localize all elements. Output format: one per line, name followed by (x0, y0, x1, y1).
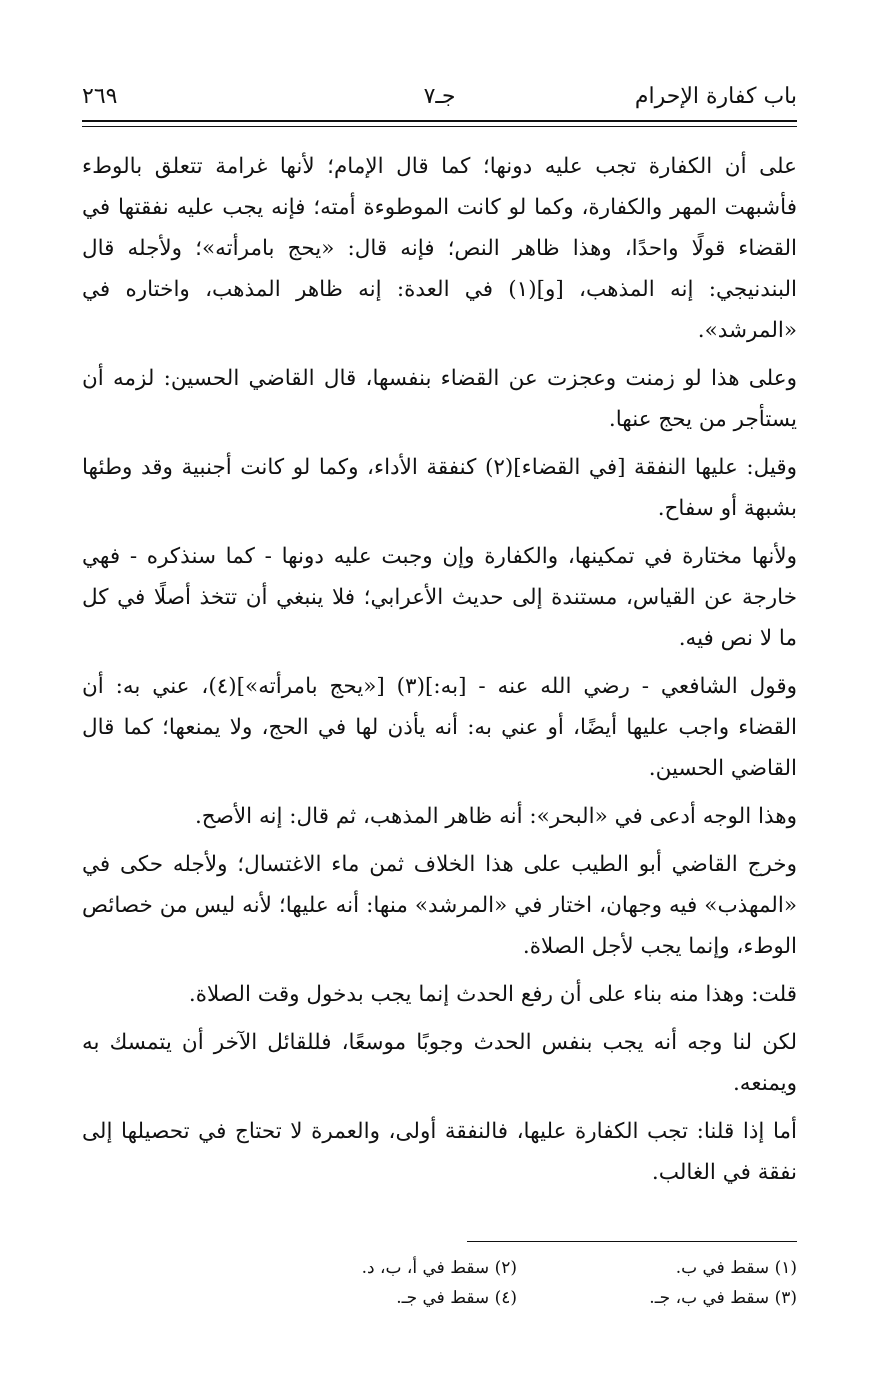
chapter-title: باب كفارة الإحرام (634, 84, 797, 109)
footnote: (٤) سقط في جـ. (396, 1288, 517, 1308)
paragraph: وقيل: عليها النفقة [في القضاء](٢) كنفقة الأداء، وكما لو كانت أجنبية وقد وطئها بشبهة أو سفاح. (82, 455, 797, 521)
paragraph: وعلى هذا لو زمنت وعجزت عن القضاء بنفسها، قال القاضي الحسين: لزمه أن يستأجر من يحج عنها. (82, 366, 797, 432)
running-header (82, 82, 797, 118)
footnote-separator (467, 1241, 797, 1242)
paragraph: أما إذا قلنا: تجب الكفارة عليها، فالنفقة أولى، والعمرة لا تحتاج في تحصيلها إلى نفقة في الغالب. (82, 1119, 797, 1185)
paragraph: على أن الكفارة تجب عليه دونها؛ كما قال الإمام؛ لأنها غرامة تتعلق بالوطء فأشبهت المهر والكفارة، وكما لو كانت الموطوءة أمته؛ فإنه يجب عليه نفقتها في القضاء قولًا واحدًا، وهذا ظاهر النص؛ فإنه قال: «يحج بامرأته»؛ ولأجله قال البندنيجي: إنه المذهب، [و](١) في العدة: إنه ظاهر المذهب، واختاره في «المرشد». (82, 154, 797, 343)
paragraph: وهذا الوجه أدعى في «البحر»: أنه ظاهر المذهب، ثم قال: إنه الأصح. (194, 804, 797, 829)
main-text (82, 146, 797, 1200)
paragraph: وخرج القاضي أبو الطيب على هذا الخلاف ثمن ماء الاغتسال؛ ولأجله حكى في «المهذب» فيه وجهان، اختار في «المرشد» منها: أنه عليها؛ لأنه ليس من خصائص الوطء، وإنما يجب لأجل الصلاة. (82, 852, 797, 959)
paragraph: قلت: وهذا منه بناء على أن رفع الحدث إنما يجب بدخول وقت الصلاة. (188, 982, 797, 1007)
paragraph: لكن لنا وجه أنه يجب بنفس الحدث وجوبًا موسعًا، فللقائل الآخر أن يتمسك به ويمنعه. (82, 1030, 797, 1096)
header-rule-thick (82, 120, 797, 122)
footnote: (٢) سقط في أ، ب، د. (361, 1258, 517, 1278)
header-rule-thin (82, 126, 797, 127)
footnote: (١) سقط في ب. (675, 1258, 797, 1278)
footnotes (237, 1254, 797, 1312)
paragraph: وقول الشافعي - رضي الله عنه - [به:](٣) [«يحج بامرأته»](٤)، عني به: أن القضاء واجب عليها أيضًا، أو عني به: أنه يأذن لها في الحج، ولا يمنعها؛ كما قال القاضي الحسين. (82, 674, 797, 781)
volume-label: جـ٧ (423, 84, 456, 109)
paragraph: ولأنها مختارة في تمكينها، والكفارة وإن وجبت عليه دونها - كما سنذكره - فهي خارجة عن القياس، مستندة إلى حديث الأعرابي؛ فلا ينبغي أن تتخذ أصلًا في كل ما لا نص فيه. (82, 544, 797, 651)
page-number: ٢٦٩ (82, 84, 118, 109)
footnote: (٣) سقط في ب، جـ. (649, 1288, 797, 1308)
